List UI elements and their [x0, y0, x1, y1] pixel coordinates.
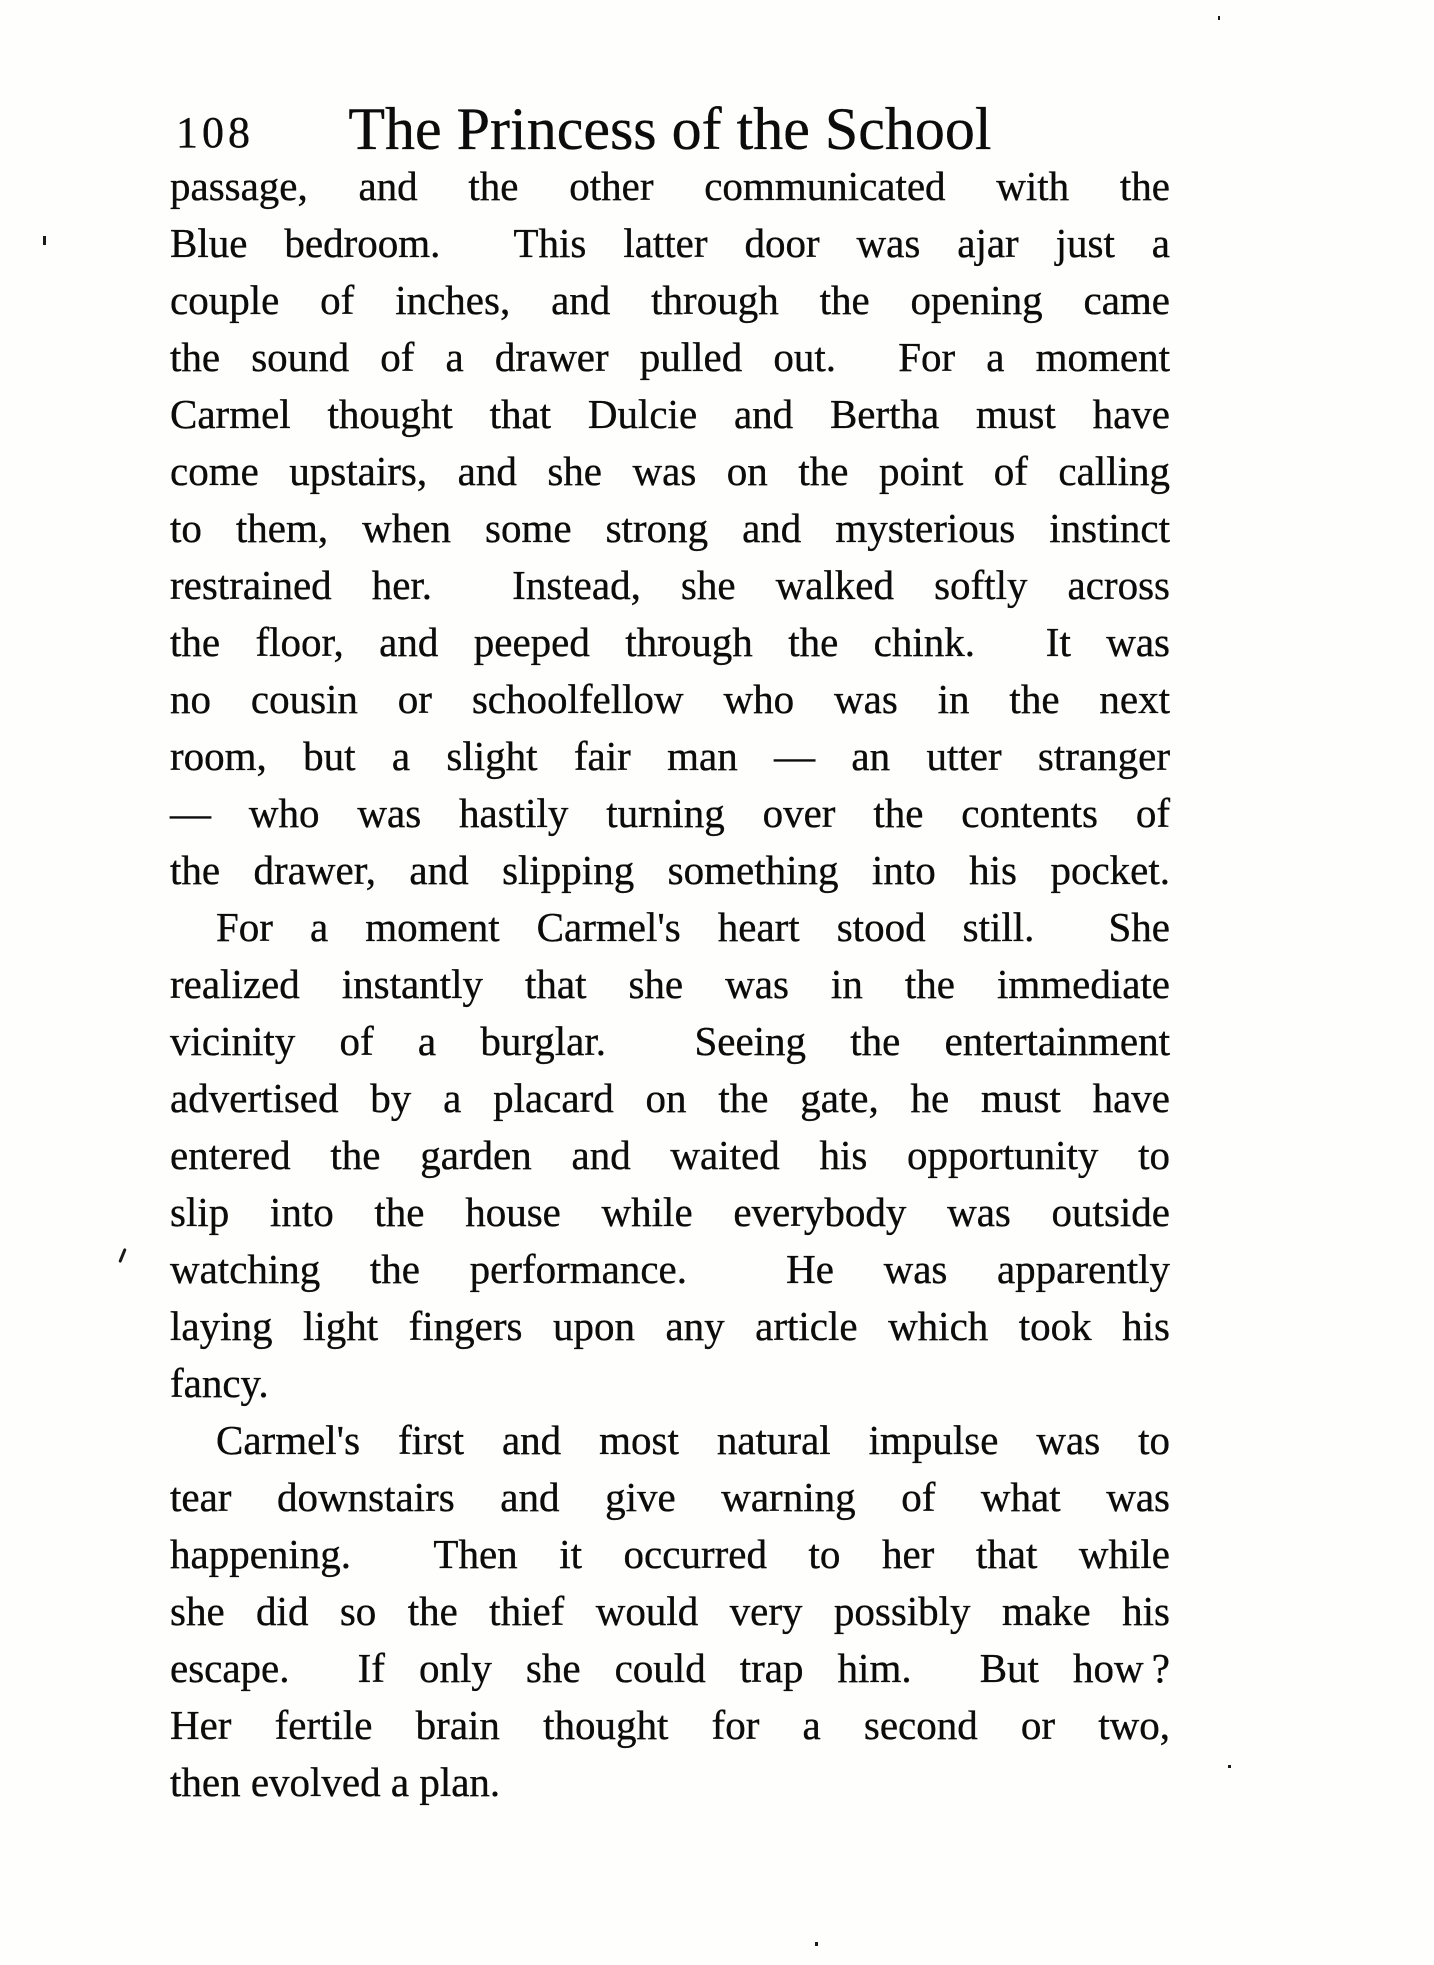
body-text	[170, 158, 1170, 1811]
text-line: Carmel's first and most natural impulse was to	[216, 1417, 1170, 1463]
text-line: passage, and the other communicated with the	[170, 163, 1170, 209]
scan-speck	[43, 236, 46, 245]
text-line: Blue bedroom. This latter door was ajar just a	[170, 220, 1170, 266]
text-line: watching the performance. He was apparently	[170, 1246, 1170, 1292]
scan-speck	[1228, 1765, 1231, 1768]
text-line: For a moment Carmel's heart stood still. She	[216, 904, 1170, 950]
text-line: advertised by a placard on the gate, he must have	[170, 1075, 1170, 1121]
page-number: 108	[176, 108, 254, 157]
text-line: she did so the thief would very possibly make his	[170, 1588, 1170, 1634]
scan-speck	[1218, 16, 1220, 20]
text-line: — who was hastily turning over the contents of	[170, 790, 1170, 836]
text-line: tear downstairs and give warning of what was	[170, 1474, 1170, 1520]
page-header	[170, 96, 1170, 162]
text-line: to them, when some strong and mysterious instinct	[170, 505, 1170, 551]
text-line: realized instantly that she was in the immediate	[170, 961, 1170, 1007]
text-line: the floor, and peeped through the chink. It was	[170, 619, 1170, 665]
text-line: the drawer, and slipping something into his pocket.	[170, 847, 1170, 893]
text-line: then evolved a plan.	[170, 1759, 501, 1805]
text-line: escape. If only she could trap him. But how ?	[170, 1645, 1170, 1691]
text-line: Carmel thought that Dulcie and Bertha must have	[170, 391, 1170, 437]
text-line: laying light fingers upon any article which took his	[170, 1303, 1170, 1349]
scan-speck	[118, 1248, 126, 1263]
scan-speck	[815, 1942, 818, 1946]
text-line: come upstairs, and she was on the point of calling	[170, 448, 1170, 494]
text-line: restrained her. Instead, she walked softly across	[170, 562, 1170, 608]
text-line: the sound of a drawer pulled out. For a moment	[170, 334, 1170, 380]
page-title: The Princess of the School	[348, 96, 992, 162]
text-line: couple of inches, and through the opening came	[170, 277, 1170, 323]
text-line: room, but a slight fair man — an utter stranger	[170, 733, 1170, 779]
text-line: entered the garden and waited his opportunity to	[170, 1132, 1170, 1178]
text-line: fancy.	[170, 1360, 269, 1406]
text-line: happening. Then it occurred to her that while	[170, 1531, 1170, 1577]
text-line: vicinity of a burglar. Seeing the entertainment	[170, 1018, 1170, 1064]
text-line: slip into the house while everybody was outside	[170, 1189, 1170, 1235]
text-line: no cousin or schoolfellow who was in the next	[170, 676, 1170, 722]
text-line: Her fertile brain thought for a second or two,	[170, 1702, 1170, 1748]
